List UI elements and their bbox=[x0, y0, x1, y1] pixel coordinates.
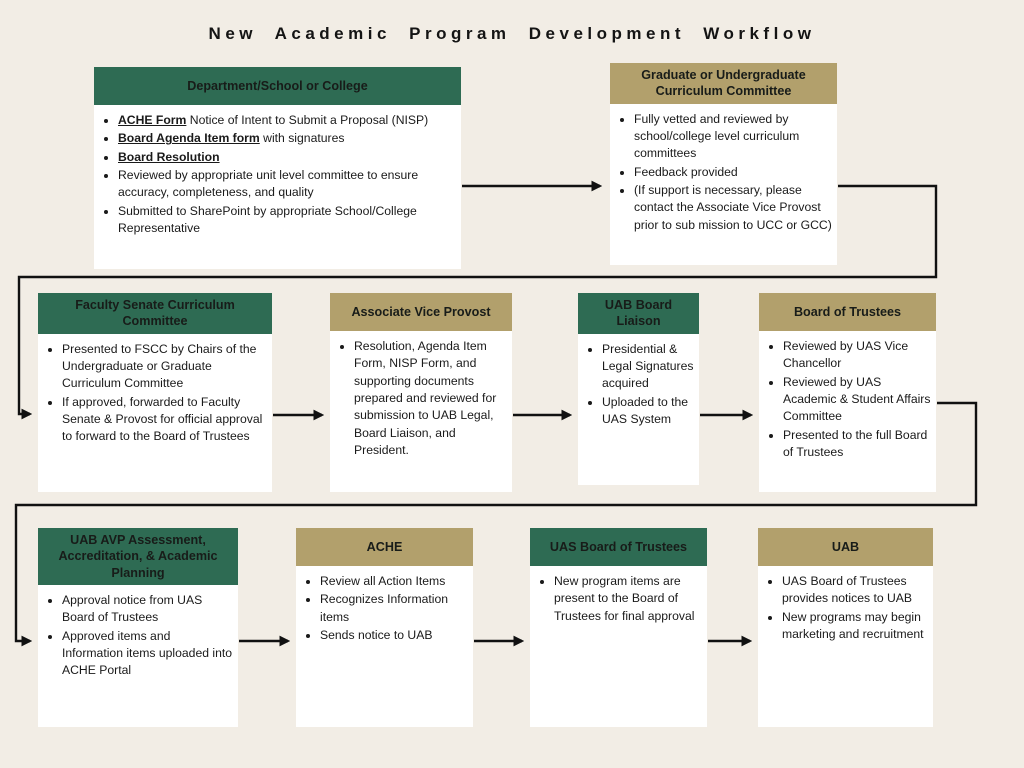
bullet-item: • Resolution, Agenda Item Form, NISP Form, and supporting documents prepared and reviewed for submission to UAB Legal, Board Liaison, and President. bbox=[354, 338, 508, 459]
bullet-item: • Reviewed by UAS Vice Chancellor bbox=[783, 338, 932, 373]
box-header-department: Department/School or College bbox=[94, 67, 461, 105]
box-header-uab-board-liaison: UAB Board Liaison bbox=[578, 293, 699, 334]
bullet-item: • Approved items and Information items uploaded into ACHE Portal bbox=[62, 628, 234, 680]
bullet-item: • Review all Action Items bbox=[320, 573, 469, 590]
box-header-uab-avp-assessment: UAB AVP Assessment, Accreditation, & Academic Planning bbox=[38, 528, 238, 585]
box-body-uab-avp-assessment bbox=[38, 585, 238, 727]
flow-box-board-of-trustees bbox=[759, 293, 936, 492]
bullet-item: • If approved, forwarded to Faculty Senate & Provost for official approval to forward to the Board of Trustees bbox=[62, 394, 268, 446]
box-header-uab: UAB bbox=[758, 528, 933, 566]
box-header-uas-board-of-trustees: UAS Board of Trustees bbox=[530, 528, 707, 566]
flow-box-uab-board-liaison bbox=[578, 293, 699, 485]
box-body-board-of-trustees bbox=[759, 331, 936, 492]
bullet-item: • Presidential & Legal Signatures acquired bbox=[602, 341, 695, 393]
box-header-ache: ACHE bbox=[296, 528, 473, 566]
flow-box-uab bbox=[758, 528, 933, 727]
bullet-item: • Presented to FSCC by Chairs of the Undergraduate or Graduate Curriculum Committee bbox=[62, 341, 268, 393]
box-body-department bbox=[94, 105, 461, 269]
flow-box-associate-vice-provost bbox=[330, 293, 512, 492]
box-body-uas-board-of-trustees bbox=[530, 566, 707, 727]
box-body-uab bbox=[758, 566, 933, 727]
bullet-item: • Board Resolution bbox=[118, 149, 457, 166]
box-header-associate-vice-provost: Associate Vice Provost bbox=[330, 293, 512, 331]
flow-box-department bbox=[94, 67, 461, 269]
bullet-item: • Presented to the full Board of Trustees bbox=[783, 427, 932, 462]
bullet-item: • Submitted to SharePoint by appropriate School/College Representative bbox=[118, 203, 457, 238]
flow-box-uas-board-of-trustees bbox=[530, 528, 707, 727]
bullet-item: • Fully vetted and reviewed by school/college level curriculum committees bbox=[634, 111, 833, 163]
box-body-ache bbox=[296, 566, 473, 727]
box-body-fscc bbox=[38, 334, 272, 492]
bullet-item: • Approval notice from UAS Board of Trustees bbox=[62, 592, 234, 627]
box-header-fscc: Faculty Senate Curriculum Committee bbox=[38, 293, 272, 334]
box-body-uab-board-liaison bbox=[578, 334, 699, 485]
bullet-item: • UAS Board of Trustees provides notices to UAB bbox=[782, 573, 929, 608]
box-header-curriculum-committee: Graduate or Undergraduate Curriculum Committee bbox=[610, 63, 837, 104]
bullet-item: • Reviewed by appropriate unit level committee to ensure accuracy, completeness, and quality bbox=[118, 167, 457, 202]
flow-box-fscc bbox=[38, 293, 272, 492]
flow-box-curriculum-committee bbox=[610, 63, 837, 265]
bullet-item: • New programs may begin marketing and recruitment bbox=[782, 609, 929, 644]
bullet-item: • Uploaded to the UAS System bbox=[602, 394, 695, 429]
flow-box-uab-avp-assessment bbox=[38, 528, 238, 727]
box-header-board-of-trustees: Board of Trustees bbox=[759, 293, 936, 331]
bullet-item: • ACHE Form Notice of Intent to Submit a Proposal (NISP) bbox=[118, 112, 457, 129]
bullet-item: • (If support is necessary, please contact the Associate Vice Provost prior to sub mission to UCC or GCC) bbox=[634, 182, 833, 234]
flow-box-ache bbox=[296, 528, 473, 727]
bullet-item: • Sends notice to UAB bbox=[320, 627, 469, 644]
page-title: New Academic Program Development Workflow bbox=[208, 24, 816, 43]
bullet-item: • Feedback provided bbox=[634, 164, 833, 181]
box-body-associate-vice-provost bbox=[330, 331, 512, 492]
bullet-item: • New program items are present to the Board of Trustees for final approval bbox=[554, 573, 703, 625]
bullet-item: • Recognizes Information items bbox=[320, 591, 469, 626]
box-body-curriculum-committee bbox=[610, 104, 837, 265]
bullet-item: • Board Agenda Item form with signatures bbox=[118, 130, 457, 147]
bullet-item: • Reviewed by UAS Academic & Student Affairs Committee bbox=[783, 374, 932, 426]
